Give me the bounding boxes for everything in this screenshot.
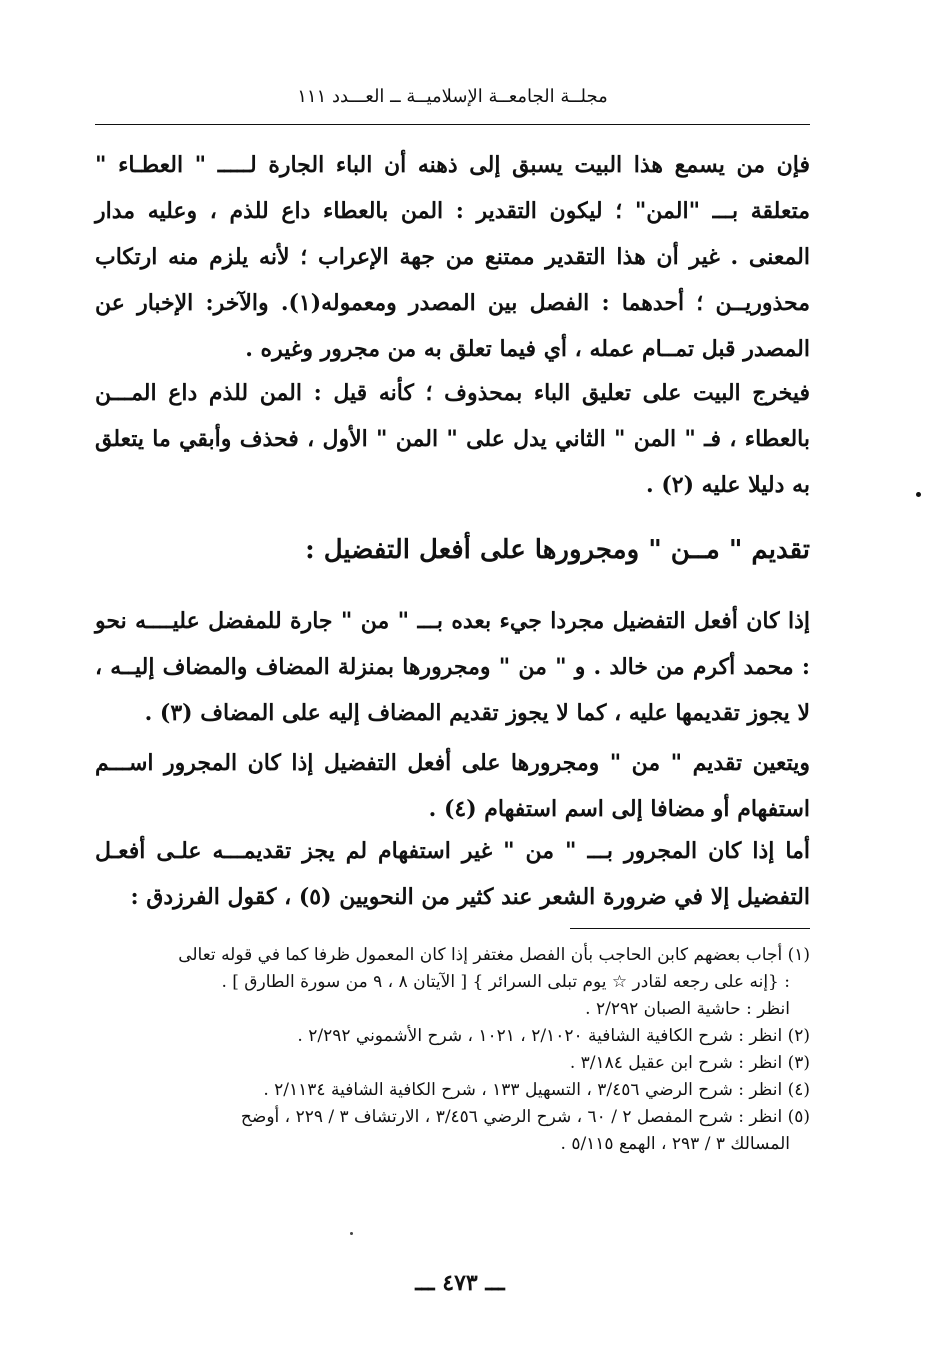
paragraph-3: إذا كان أفعل التفضيل مجردا جيء بعده بـــ " من " جارة للمفضل عليــــه نحو : محمد أكرم من خالد . و " من " ومجرورها بمنزلة المضاف والمضاف إليــه ، لا يجوز تقديمها عليه ، كما لا يجوز تقديم المضاف إليه على المضاف (٣) . <box>95 608 810 726</box>
header-rule <box>95 124 810 125</box>
footnote-5 <box>95 1104 810 1158</box>
footnote-5-line-1: (٥) انظر : شرح المفصل ٢ / ٦٠ ، شرح الرضي ٣/٤٥٦ ، الارتشاف ٣ / ٢٢٩ ، أوضح <box>240 1107 810 1127</box>
paragraph-1: فإن من يسمع هذا البيت يسبق إلى ذهنه أن الباء الجارة لـــــ " العطـاء " متعلقة بـــ "المن" ؛ ليكون التقدير : المن بالعطاء داع للذم ، وعليه مدار المعنى . غير أن هذا التقدير ممتنع من جهة الإعراب ؛ لأنه يلزم منه ارتكاب محذوريــن ؛ أحدهما : الفصل بين المصدر ومعموله(١). والآخر: الإخبار عن المصدر قبل تمــام عمله ، أي فيما تعلق به من مجرور وغيره . <box>95 152 810 362</box>
footnote-2: (٢) انظر : شرح الكافية الشافية ٢/١٠٢٠ ، ١٠٢١ ، شرح الأشموني ٢/٢٩٢ . <box>297 1026 810 1046</box>
footnote-1-line-1: (١) أجاب بعضهم كابن الحاجب بأن الفصل مغتفر إذا كان المعمول ظرفا كما في قوله تعالى <box>178 945 810 965</box>
section-heading: تقديم " مــن " ومجرورها على أفعل التفضيل : <box>305 535 810 565</box>
paragraph-2: فيخرج البيت على تعليق الباء بمحذوف ؛ كأنه قيل : المن للذم داع المـــن بالعطاء ، فـ " المن " الثاني يدل على " المن " الأول ، فحذف وأبقي ما يتعلق به دليلا عليه (٢) . <box>95 380 810 498</box>
footnote-4: (٤) انظر : شرح الرضي ٣/٤٥٦ ، التسهيل ١٣٣ ، شرح الكافية الشافية ٢/١١٣٤ . <box>263 1080 810 1100</box>
footnote-1-line-2: : {إنه على رجعه لقادر ☆ يوم تبلى السرائر } [ الآيتان ٨ ، ٩ من سورة الطارق ] . <box>221 972 790 992</box>
margin-dot <box>916 492 921 497</box>
speck-dot <box>350 1232 353 1235</box>
footnotes <box>95 942 810 1158</box>
footnote-1 <box>95 942 810 1023</box>
page-number: ـــ ٤٧٣ ـــ <box>415 1270 505 1296</box>
footnote-1-line-3: انظر : حاشية الصبان ٢/٢٩٢ . <box>585 999 790 1019</box>
footnote-rule <box>570 928 810 929</box>
footnote-5-line-2: المسالك ٣ / ٢٩٣ ، الهمع ٥/١١٥ . <box>560 1134 790 1154</box>
paragraph-5: أما إذا كان المجرور بـــ " من " غير استفهام لم يجز تقديمـــه علـى أفعـل التفضيل إلا في ضرورة الشعر عند كثير من النحويين (٥) ، كقول الفرزدق : <box>95 838 810 910</box>
footnote-3: (٣) انظر : شرح ابن عقيل ٣/١٨٤ . <box>569 1053 810 1073</box>
paragraph-4: ويتعين تقديم " من " ومجرورها على أفعل التفضيل إذا كان المجرور اســـم استفهام أو مضافا إلى اسم استفهام (٤) . <box>95 750 810 822</box>
running-header: مجلــة الجامعــة الإسلاميــة ــ العـــدد ١١١ <box>297 86 608 107</box>
